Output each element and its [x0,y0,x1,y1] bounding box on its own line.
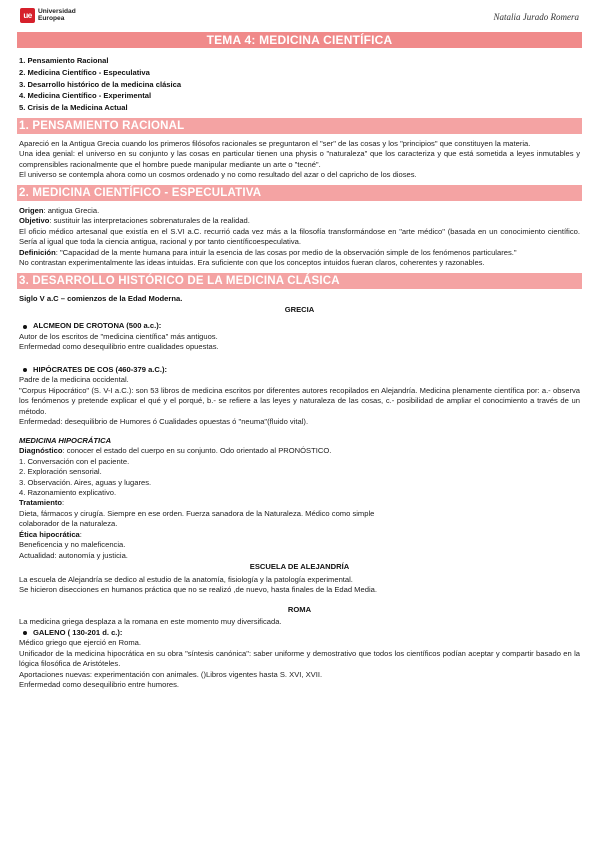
siglo-line: Siglo V a.C – comienzos de la Edad Moderna. [19,293,183,303]
list-item: 2. Exploración sensorial. [19,467,102,477]
objetivo-line [19,216,580,226]
text-line: Padre de la medicina occidental. [19,375,129,385]
definicion-label: Definición [19,247,56,257]
definicion-text: : "Capacidad de la mente humana para intuir la esencia de las cosas por medio de la observación simple de los fenómenos particulares." [55,247,517,257]
list-item: 3. Observación. Aires, aguas y lugares. [19,477,152,487]
text-line: Médico griego que ejerció en Roma. [19,638,141,648]
text-line: Dieta, fármacos y cirugía. Siempre en ese orden. Fuerza sanadora de la Naturaleza. Médico como simple [19,508,375,518]
logo-text [38,9,76,23]
logo-mark: ue [20,8,35,23]
tratamiento-line [19,498,580,508]
toc-item: 1. Pensamiento Racional [19,56,109,65]
origen-line [19,206,580,216]
paragraph: Una idea genial: el universo en su conjunto y las cosas en particular tienen una physis o "naturaleza" que los caracteriza y que está sometida a leyes inmutables y comprensibles racionalmente que el hombre puede manipular mediante un arte o "tecné". [19,149,580,169]
toc-item: 2. Medicina Científico - Especulativa [19,67,150,77]
paragraph: Unificador de la medicina hipocrática en su obra "síntesis canónica": saber uniforme y demostrativo que todos los científicos podían aceptar y compartir basado en la lógica filosófica de Aristóteles. [19,648,580,669]
logo-line-1: Universidad [38,7,76,15]
logo-line-2: Europea [38,14,65,22]
tratamiento-label: Tratamiento [19,498,63,508]
list-item-hipocrates [19,365,580,375]
toc-item: 5. Crisis de la Medicina Actual [19,103,128,113]
list-item: 4. Razonamiento explicativo. [19,488,117,498]
author-name: Natalia Jurado Romera [493,12,579,22]
bullet-dot-icon [23,368,27,372]
paragraph: No contrastan experimentalmente las ideas intuidas. Era suficiente con que los conceptos intuidos fueran claros, coherentes y razonables. [19,258,485,268]
definicion-line [19,248,580,258]
bullet-dot-icon [23,631,27,635]
bullet-dot-icon [23,325,27,329]
paragraph: Apareció en la Antigua Grecia cuando los primeros filósofos racionales se preguntaron el "ser" de las cosas y los "principios" que constituyen la materia. [19,138,531,148]
text-line: Aportaciones nuevas: experimentación con animales. ()Libros vigentes hasta S. XVI, XVII. [19,669,323,679]
toc-item: 3. Desarrollo histórico de la medicina clásica [19,79,182,89]
section-heading-2: 2. MEDICINA CIENTÍFICO - ESPECULATIVA [17,185,582,201]
list-item-alcmeon [19,321,580,331]
diagnostico-text: : conocer el estado del cuerpo en su conjunto. Odo orientado al PRONÓSTICO. [62,446,332,456]
tratamiento-colon: : [62,498,65,508]
subheading-roma: ROMA [287,604,312,614]
spacer [19,353,580,359]
table-of-contents [19,55,580,114]
text-line: La escuela de Alejandría se dedico al estudio de la anatomía, fisiología y la patología experimental. [19,574,353,584]
toc-item: 4. Medicina Científico - Experimental [19,91,152,101]
spacer [19,596,580,604]
paragraph: El universo se contempla ahora como un cosmos ordenado y no como resultado del azar o del capricho de los dioses. [19,170,417,180]
paragraph: "Corpus Hipocrático" (S. V-I a.C.): son 53 libros de medicina escritos por diferentes autores recopilados en Alejandría. Medicina plenamente científica por: a.- observa los fenómenos y pretende explicar el qué y el porqué, b.- se refiere a las leyes y naturaleza de las cosas, c.- posibilidad de ampliar el conocimiento a través de un método. [19,385,580,416]
objetivo-text: : sustituir las interpretaciones sobrenaturales de la realidad. [49,216,250,226]
subheading-grecia: GRECIA [284,304,315,314]
page-title: TEMA 4: MEDICINA CIENTÍFICA [17,32,582,48]
page-header [20,8,579,28]
list-item-galeno [19,628,580,638]
medicina-hipocratica-heading: MEDICINA HIPOCRÁTICA [19,435,112,445]
etica-label: Ética hipocrática [19,529,80,539]
alcmeon-heading: ALCMEON DE CROTONA (500 a.c.): [33,321,162,331]
galeno-heading: GALENO ( 130-201 d. c.): [33,627,123,637]
diagnostico-label: Diagnóstico [19,446,63,456]
section-heading-3: 3. DESARROLLO HISTÓRICO DE LA MEDICINA CLÁSICA [17,273,582,289]
document-body [19,55,580,690]
origen-text: : antigua Grecia. [43,205,100,215]
etica-line [19,530,580,540]
text-line: Enfermedad como desequilibrio entre cualidades opuestas. [19,342,219,352]
text-line: Enfermedad: desequilibrio de Humores ó Cualidades opuestas ó "neuma"(fluido vital). [19,417,309,427]
text-line: colaborador de la naturaleza. [19,519,118,529]
text-line: Beneficencia y no maleficencia. [19,540,126,550]
section-heading-1: 1. PENSAMIENTO RACIONAL [17,118,582,134]
text-line: La medicina griega desplaza a la romana en este momento muy diversificada. [19,617,282,627]
subheading-alejandria: ESCUELA DE ALEJANDRÍA [249,562,350,572]
text-line: Se hicieron disecciones en humanos práctica que no se realizó ,de nuevo, hasta finales de la Edad Media. [19,585,377,595]
paragraph: El oficio médico artesanal que existía en el S.VI a.C. recurrió cada vez más a la filosofía transformándose en "arte médico" (basada en un conocimiento científico. Sería al igual que toda la ciencia antigua, racional y por tanto científicoespeculativa. [19,226,580,247]
diagnostico-line [19,446,580,456]
university-logo [20,8,76,23]
text-line: Actualidad: autonomía y justicia. [19,550,128,560]
text-line: Enfermedad como desequilibrio entre humores. [19,679,179,689]
objetivo-label: Objetivo [19,216,50,226]
text-line: Autor de los escritos de "medicina científica" más antiguos. [19,331,218,341]
origen-label: Origen [19,205,44,215]
hipocrates-heading: HIPÓCRATES DE COS (460-379 a.C.): [33,364,168,374]
list-item: 1. Conversación con el paciente. [19,456,130,466]
etica-colon: : [79,529,82,539]
